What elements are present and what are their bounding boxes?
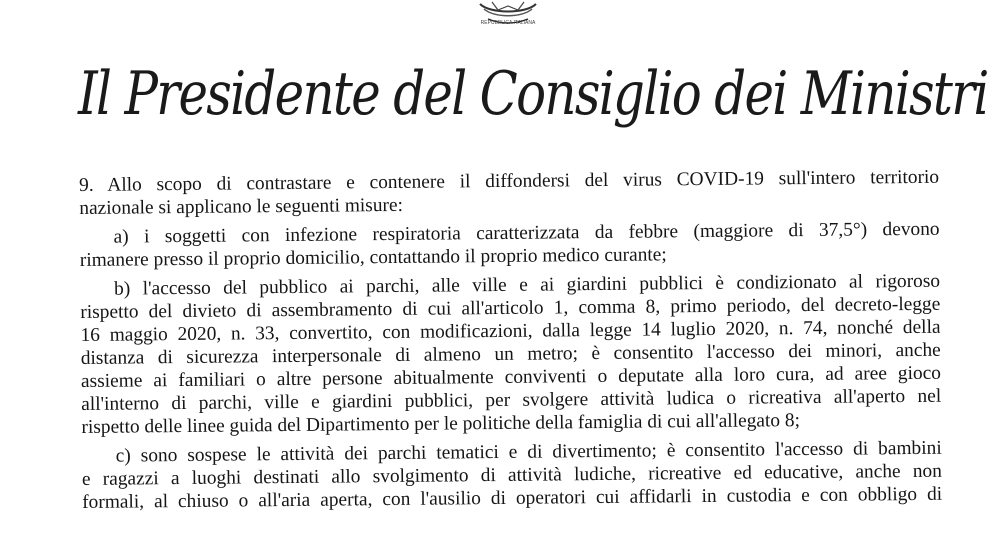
paragraph-9 — [79, 166, 939, 220]
document-body — [79, 166, 942, 520]
text-line: formali, al chiuso o all'aria aperta, con l'ausilio di operatori cui affidarli in custodia e con obbligo di — [82, 483, 943, 513]
text-line: 9. Allo scopo di contrastare e contenere il diffondersi del virus COVID-19 sull'intero territorio — [79, 166, 940, 196]
text-line: rimanere presso il proprio domicilio, contattando il proprio medico curante; — [79, 244, 667, 271]
document-heading: Il Presidente del Consiglio dei Ministri — [78, 59, 988, 129]
text-line: b) l'accesso del pubblico ai parchi, alle ville e ai giardini pubblici è condizionato al rigoroso — [114, 270, 941, 300]
text-line: rispetto delle linee guida del Dipartimento per le politiche della famiglia di cui all'allegato 8; — [81, 410, 801, 438]
italian-republic-emblem — [462, 0, 554, 26]
text-line: a) i soggetti con infezione respiratoria caratterizzata da febbre (maggiore di 37,5°) devono — [113, 218, 940, 248]
emblem-text: REPUBBLICA ITALIANA — [480, 20, 536, 26]
paragraph-b — [80, 270, 942, 439]
text-line: nazionale si applicano le seguenti misure: — [79, 194, 404, 219]
paragraph-a — [79, 218, 939, 272]
paragraph-c — [82, 437, 943, 514]
text-line: c) sono sospese le attività dei parchi tematici e di divertimento; è consentito l'accesso di bambini — [115, 437, 942, 467]
text-line: e ragazzi a luoghi destinati allo svolgimento di attività ludiche, ricreative ed educative, anche non — [81, 460, 942, 490]
text-line: 16 maggio 2020, n. 33, convertito, con modificazioni, dalla legge 14 luglio 2020, n. 74, nonché della — [80, 316, 941, 346]
text-line: assieme ai familiari o altre persone abitualmente conviventi o deputate alla loro cura, ad aree gioco — [80, 362, 942, 392]
text-line: rispetto del divieto di assembramento di cui all'articolo 1, comma 8, primo periodo, del decreto-legge — [80, 293, 941, 323]
text-line: all'interno di parchi, ville e giardini pubblici, per svolgere attività ludica o ricreativa all'aperto nel — [81, 385, 942, 415]
text-line: distanza di sicurezza interpersonale di almeno un metro; è consentito l'accesso dei minori, anche — [80, 339, 941, 369]
